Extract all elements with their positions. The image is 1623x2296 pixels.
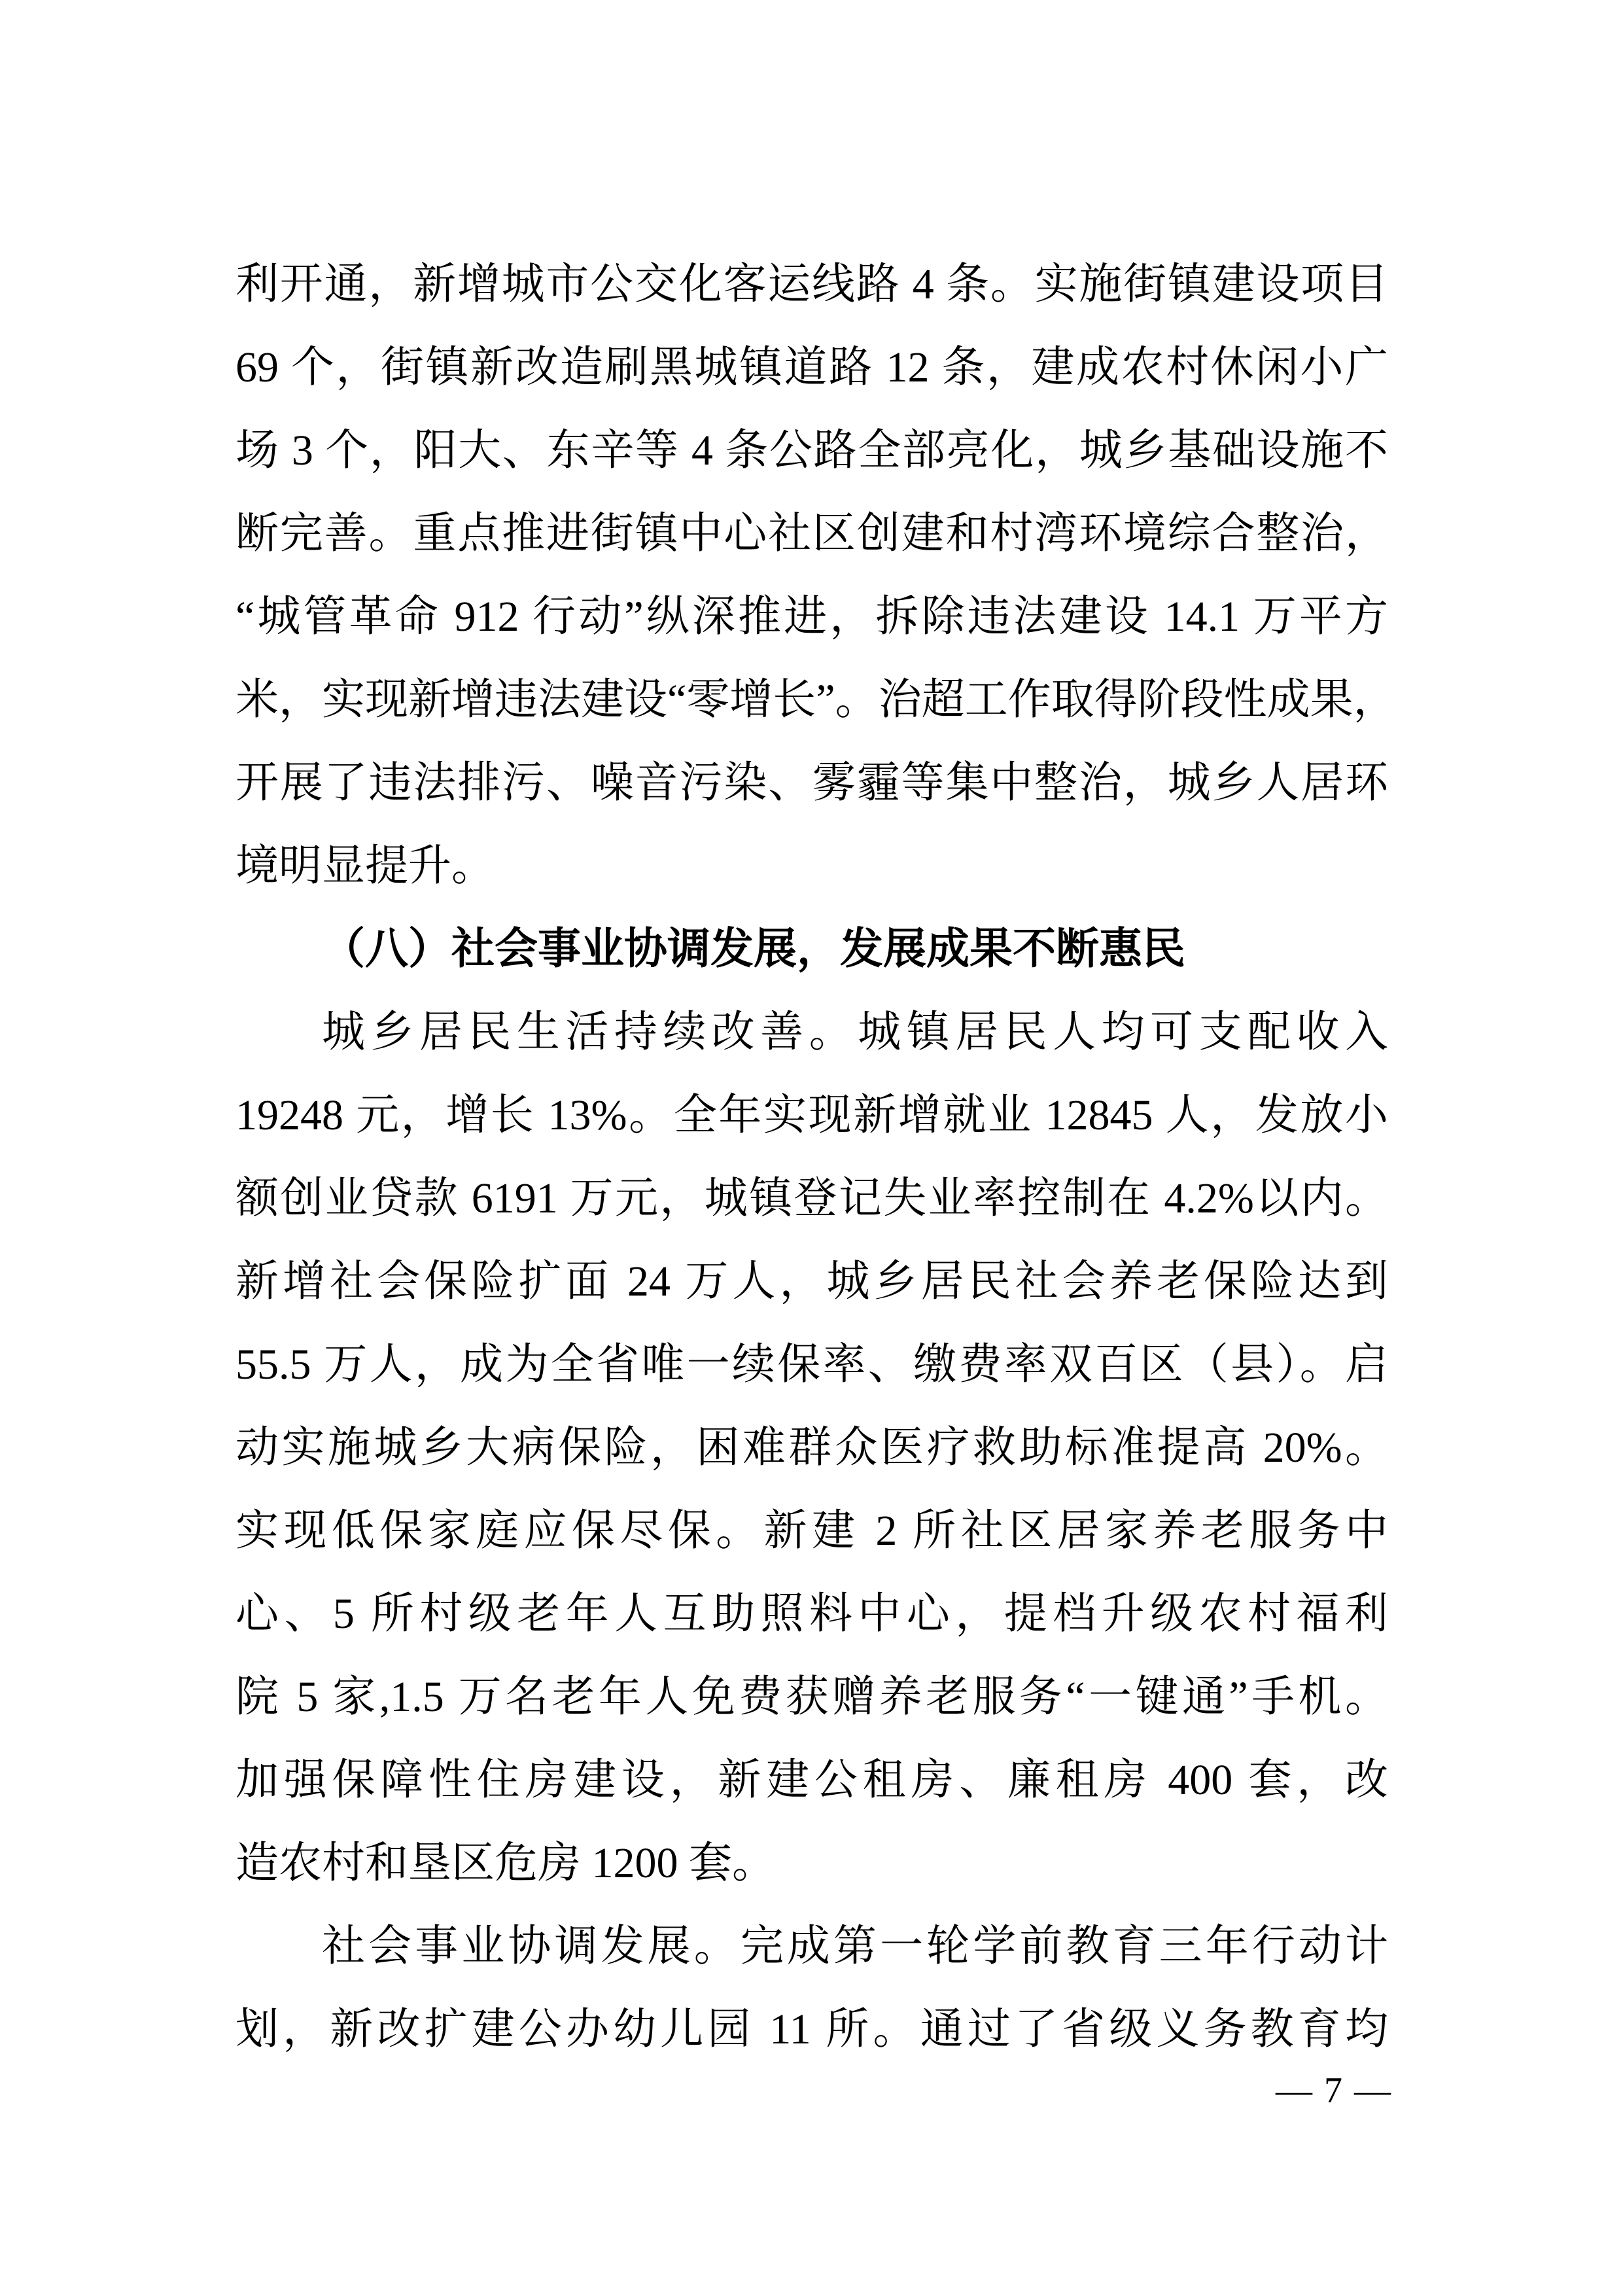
text-line: 69 个，街镇新改造刷黑城镇道路 12 条，建成农村休闲小广 [236,344,1388,391]
text-line: 心、5 所村级老年人互助照料中心，提档升级农村福利 [236,1590,1388,1638]
text-line: 加强保障性住房建设，新建公租房、廉租房 400 套，改 [236,1756,1388,1804]
text-line: 新增社会保险扩面 24 万人，城乡居民社会养老保险达到 [236,1258,1388,1305]
text-line: 55.5 万人，成为全省唯一续保率、缴费率双百区（县）。启 [236,1341,1388,1388]
text-line: 划，新改扩建公办幼儿园 11 所。通过了省级义务教育均 [236,2005,1388,2053]
text-line: 米，实现新增违法建设“零增长”。治超工作取得阶段性成果， [236,676,1397,724]
page-number: — 7 — [1276,2070,1392,2111]
text-line: 开展了违法排污、噪音污染、雾霾等集中整治，城乡人居环 [236,759,1388,807]
text-line: 院 5 家,1.5 万名老年人免费获赠养老服务“一键通”手机。 [236,1673,1388,1721]
text-block [236,243,1397,2071]
text-line: 城乡居民生活持续改善。城镇居民人均可支配收入 [322,1008,1388,1056]
text-line: 断完善。重点推进街镇中心社区创建和村湾环境综合整治， [236,510,1388,557]
text-line: “城管革命 912 行动”纵深推进，拆除违法建设 14.1 万平方 [236,593,1388,641]
section-heading: （八）社会事业协调发展，发展成果不断惠民 [322,925,1185,973]
text-line: 额创业贷款 6191 万元，城镇登记失业率控制在 4.2%以内。 [236,1174,1388,1222]
text-line: 社会事业协调发展。完成第一轮学前教育三年行动计 [322,1922,1388,1970]
text-line: 19248 元，增长 13%。全年实现新增就业 12845 人，发放小 [236,1091,1388,1139]
text-line: 利开通，新增城市公交化客运线路 4 条。实施街镇建设项目 [236,260,1388,308]
text-line: 造农村和垦区危房 1200 套。 [236,1839,775,1887]
text-line: 境明显提升。 [236,842,495,890]
text-line: 场 3 个，阳大、东辛等 4 条公路全部亮化，城乡基础设施不 [236,427,1388,474]
text-line: 实现低保家庭应保尽保。新建 2 所社区居家养老服务中 [236,1507,1388,1555]
text-line: 动实施城乡大病保险，困难群众医疗救助标准提高 20%。 [236,1424,1388,1472]
